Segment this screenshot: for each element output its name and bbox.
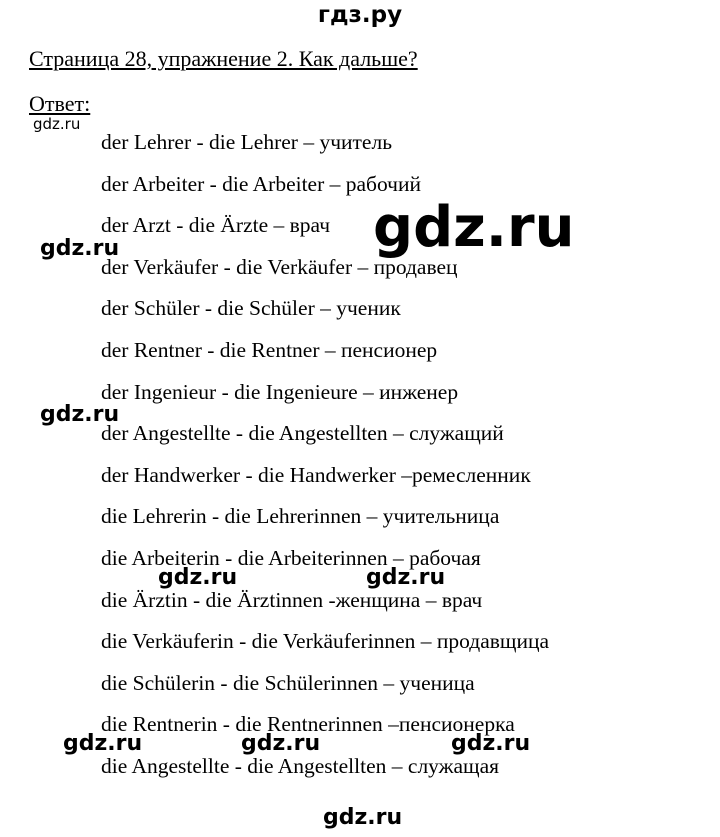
watermark: gdz.ru [241, 731, 321, 756]
watermark: gdz.ru [40, 236, 120, 261]
watermark: gdz.ru [63, 731, 143, 756]
word-pair-row: die Angestellte - die Angestellten – служащая [101, 753, 500, 778]
word-pair-row: der Handwerker - die Handwerker –ремесленник [101, 462, 531, 487]
word-pair-row: der Schüler - die Schüler – ученик [101, 296, 401, 321]
word-pair-row: der Angestellte - die Angestellten – служащий [101, 421, 504, 446]
watermark: gdz.ru [366, 565, 446, 590]
word-pair-row: der Arzt - die Ärzte – врач [101, 213, 331, 238]
word-pair-row: die Arbeiterin - die Arbeiterinnen – рабочая [101, 545, 481, 570]
watermark: gdz.ru [33, 115, 81, 133]
watermark: gdz.ru [323, 805, 403, 830]
word-pair-row: die Lehrerin - die Lehrerinnen – учительница [101, 504, 500, 529]
word-pair-row: der Arbeiter - die Arbeiter – рабочий [101, 171, 422, 196]
exercise-title: Страница 28, упражнение 2. Как дальше? [29, 46, 418, 71]
watermark: gdz.ru [40, 402, 120, 427]
word-pair-row: der Verkäufer - die Verkäufer – продавец [101, 254, 458, 279]
watermark: gdz.ru [158, 565, 238, 590]
watermark: gdz.ru [373, 195, 575, 260]
answer-label: Ответ: [29, 91, 91, 116]
word-pair-row: die Rentnerin - die Rentnerinnen –пенсионерка [101, 712, 515, 737]
word-pair-row: die Schülerin - die Schülerinnen – ученица [101, 670, 475, 695]
watermark: gdz.ru [451, 731, 531, 756]
word-pair-row: die Ärztin - die Ärztinnen -женщина – врач [101, 587, 483, 612]
word-pair-row: der Rentner - die Rentner – пенсионер [101, 337, 438, 362]
word-pair-row: der Ingenieur - die Ingenieure – инженер [101, 379, 459, 404]
word-pair-row: der Lehrer - die Lehrer – учитель [101, 130, 392, 154]
site-header: гдз.ру [317, 2, 403, 28]
word-pair-row: die Verkäuferin - die Verkäuferinnen – продавщица [101, 629, 550, 654]
